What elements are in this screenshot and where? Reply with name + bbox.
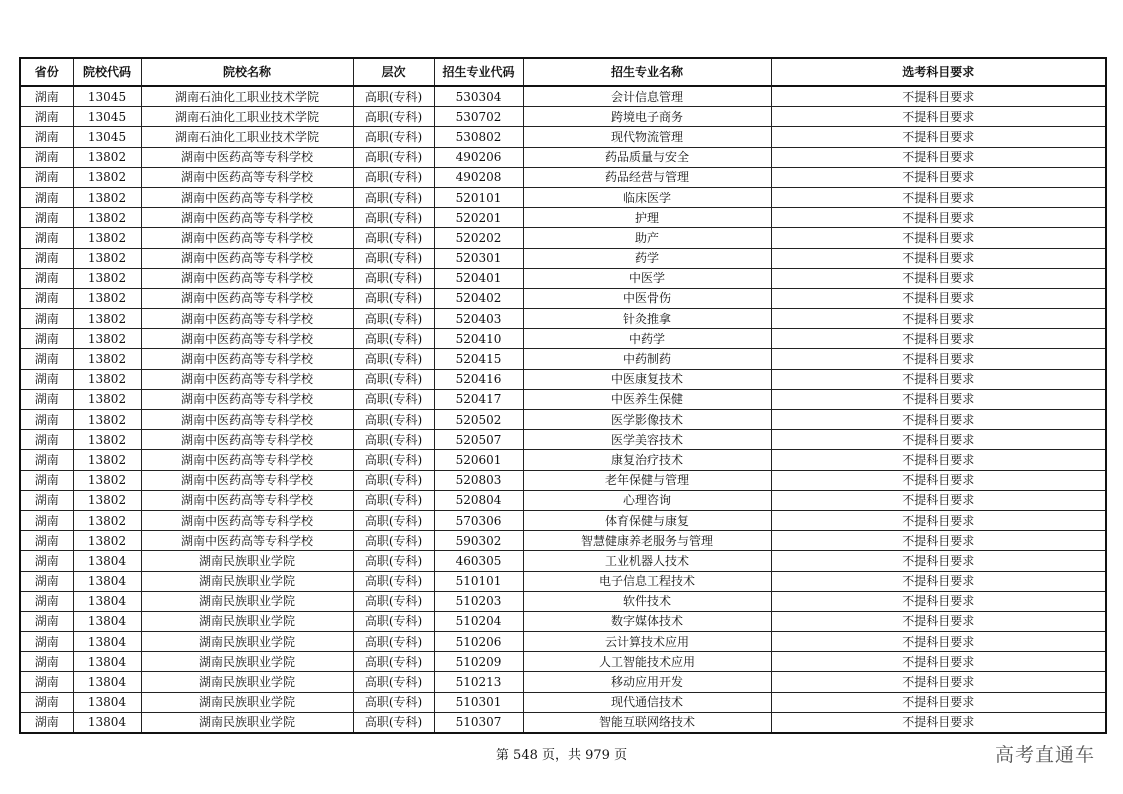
school-code-cell: 13802 xyxy=(73,490,141,510)
table-row xyxy=(20,692,1106,712)
province-cell: 湖南 xyxy=(20,510,73,530)
major-name-cell: 体育保健与康复 xyxy=(523,510,771,530)
level-cell: 高职(专科) xyxy=(353,208,434,228)
province-cell: 湖南 xyxy=(20,410,73,430)
school-name-cell: 湖南民族职业学院 xyxy=(141,712,353,733)
school-code-cell: 13804 xyxy=(73,652,141,672)
level-cell: 高职(专科) xyxy=(353,430,434,450)
table-row xyxy=(20,208,1106,228)
table-row xyxy=(20,510,1106,530)
table-row xyxy=(20,187,1106,207)
province-cell: 湖南 xyxy=(20,450,73,470)
province-cell: 湖南 xyxy=(20,551,73,571)
major-name-cell: 智能互联网络技术 xyxy=(523,712,771,733)
province-cell: 湖南 xyxy=(20,712,73,733)
admission-table xyxy=(19,57,1107,734)
level-cell: 高职(专科) xyxy=(353,652,434,672)
province-cell: 湖南 xyxy=(20,147,73,167)
major-code-cell: 520803 xyxy=(434,470,523,490)
subject-requirement-cell: 不提科目要求 xyxy=(771,531,1106,551)
province-cell: 湖南 xyxy=(20,369,73,389)
province-cell: 湖南 xyxy=(20,167,73,187)
major-name-cell: 云计算技术应用 xyxy=(523,632,771,652)
school-name-cell: 湖南民族职业学院 xyxy=(141,611,353,631)
level-cell: 高职(专科) xyxy=(353,167,434,187)
province-cell: 湖南 xyxy=(20,248,73,268)
level-cell: 高职(专科) xyxy=(353,147,434,167)
subject-requirement-cell: 不提科目要求 xyxy=(771,672,1106,692)
major-code-cell: 510301 xyxy=(434,692,523,712)
table-row xyxy=(20,490,1106,510)
major-code-cell: 520502 xyxy=(434,410,523,430)
level-cell: 高职(专科) xyxy=(353,611,434,631)
page-number: 第 548 页，共 979 页 xyxy=(495,748,628,763)
school-code-cell: 13804 xyxy=(73,551,141,571)
header-subject-requirement: 选考科目要求 xyxy=(771,58,1106,86)
province-cell: 湖南 xyxy=(20,490,73,510)
school-code-cell: 13804 xyxy=(73,692,141,712)
province-cell: 湖南 xyxy=(20,329,73,349)
school-name-cell: 湖南中医药高等专科学校 xyxy=(141,470,353,490)
province-cell: 湖南 xyxy=(20,309,73,329)
major-name-cell: 中医骨伤 xyxy=(523,288,771,308)
header-province: 省份 xyxy=(20,58,73,86)
table-row xyxy=(20,349,1106,369)
school-name-cell: 湖南中医药高等专科学校 xyxy=(141,268,353,288)
major-name-cell: 智慧健康养老服务与管理 xyxy=(523,531,771,551)
major-name-cell: 中药学 xyxy=(523,329,771,349)
province-cell: 湖南 xyxy=(20,672,73,692)
school-name-cell: 湖南中医药高等专科学校 xyxy=(141,187,353,207)
table-row xyxy=(20,86,1106,107)
school-code-cell: 13802 xyxy=(73,470,141,490)
school-code-cell: 13804 xyxy=(73,632,141,652)
school-code-cell: 13804 xyxy=(73,591,141,611)
table-row xyxy=(20,450,1106,470)
major-name-cell: 工业机器人技术 xyxy=(523,551,771,571)
major-name-cell: 中医学 xyxy=(523,268,771,288)
province-cell: 湖南 xyxy=(20,591,73,611)
school-name-cell: 湖南石油化工职业技术学院 xyxy=(141,86,353,107)
school-code-cell: 13802 xyxy=(73,208,141,228)
table-row xyxy=(20,288,1106,308)
school-code-cell: 13802 xyxy=(73,430,141,450)
major-code-cell: 520202 xyxy=(434,228,523,248)
major-name-cell: 助产 xyxy=(523,228,771,248)
table-row xyxy=(20,611,1106,631)
major-name-cell: 药学 xyxy=(523,248,771,268)
major-code-cell: 510213 xyxy=(434,672,523,692)
header-major-name: 招生专业名称 xyxy=(523,58,771,86)
subject-requirement-cell: 不提科目要求 xyxy=(771,329,1106,349)
table-row xyxy=(20,551,1106,571)
level-cell: 高职(专科) xyxy=(353,107,434,127)
table-row xyxy=(20,268,1106,288)
table-row xyxy=(20,410,1106,430)
major-name-cell: 护理 xyxy=(523,208,771,228)
table-row xyxy=(20,107,1106,127)
province-cell: 湖南 xyxy=(20,652,73,672)
table-row xyxy=(20,228,1106,248)
level-cell: 高职(专科) xyxy=(353,632,434,652)
school-name-cell: 湖南中医药高等专科学校 xyxy=(141,228,353,248)
table-row xyxy=(20,389,1106,409)
province-cell: 湖南 xyxy=(20,208,73,228)
school-name-cell: 湖南中医药高等专科学校 xyxy=(141,490,353,510)
table-row xyxy=(20,248,1106,268)
school-name-cell: 湖南石油化工职业技术学院 xyxy=(141,107,353,127)
major-name-cell: 药品经营与管理 xyxy=(523,167,771,187)
subject-requirement-cell: 不提科目要求 xyxy=(771,187,1106,207)
subject-requirement-cell: 不提科目要求 xyxy=(771,369,1106,389)
school-code-cell: 13802 xyxy=(73,228,141,248)
table-row xyxy=(20,470,1106,490)
subject-requirement-cell: 不提科目要求 xyxy=(771,450,1106,470)
major-code-cell: 520101 xyxy=(434,187,523,207)
school-code-cell: 13802 xyxy=(73,309,141,329)
level-cell: 高职(专科) xyxy=(353,531,434,551)
level-cell: 高职(专科) xyxy=(353,349,434,369)
subject-requirement-cell: 不提科目要求 xyxy=(771,127,1106,147)
level-cell: 高职(专科) xyxy=(353,410,434,430)
level-cell: 高职(专科) xyxy=(353,389,434,409)
province-cell: 湖南 xyxy=(20,349,73,369)
major-code-cell: 520401 xyxy=(434,268,523,288)
school-name-cell: 湖南民族职业学院 xyxy=(141,571,353,591)
major-name-cell: 医学美容技术 xyxy=(523,430,771,450)
subject-requirement-cell: 不提科目要求 xyxy=(771,430,1106,450)
table-header-row xyxy=(20,58,1106,86)
school-code-cell: 13802 xyxy=(73,147,141,167)
subject-requirement-cell: 不提科目要求 xyxy=(771,86,1106,107)
major-code-cell: 520417 xyxy=(434,389,523,409)
subject-requirement-cell: 不提科目要求 xyxy=(771,652,1106,672)
level-cell: 高职(专科) xyxy=(353,551,434,571)
school-name-cell: 湖南民族职业学院 xyxy=(141,652,353,672)
school-code-cell: 13045 xyxy=(73,107,141,127)
province-cell: 湖南 xyxy=(20,288,73,308)
major-name-cell: 现代通信技术 xyxy=(523,692,771,712)
level-cell: 高职(专科) xyxy=(353,369,434,389)
major-name-cell: 针灸推拿 xyxy=(523,309,771,329)
major-code-cell: 530702 xyxy=(434,107,523,127)
school-name-cell: 湖南民族职业学院 xyxy=(141,692,353,712)
major-code-cell: 520415 xyxy=(434,349,523,369)
major-name-cell: 老年保健与管理 xyxy=(523,470,771,490)
school-name-cell: 湖南中医药高等专科学校 xyxy=(141,248,353,268)
subject-requirement-cell: 不提科目要求 xyxy=(771,349,1106,369)
province-cell: 湖南 xyxy=(20,389,73,409)
school-code-cell: 13802 xyxy=(73,329,141,349)
header-school-name: 院校名称 xyxy=(141,58,353,86)
major-name-cell: 移动应用开发 xyxy=(523,672,771,692)
province-cell: 湖南 xyxy=(20,531,73,551)
major-code-cell: 520804 xyxy=(434,490,523,510)
table-row xyxy=(20,369,1106,389)
subject-requirement-cell: 不提科目要求 xyxy=(771,591,1106,611)
major-code-cell: 490208 xyxy=(434,167,523,187)
major-code-cell: 520201 xyxy=(434,208,523,228)
table-row xyxy=(20,712,1106,733)
province-cell: 湖南 xyxy=(20,571,73,591)
major-name-cell: 中药制药 xyxy=(523,349,771,369)
subject-requirement-cell: 不提科目要求 xyxy=(771,611,1106,631)
school-code-cell: 13802 xyxy=(73,349,141,369)
subject-requirement-cell: 不提科目要求 xyxy=(771,167,1106,187)
major-code-cell: 490206 xyxy=(434,147,523,167)
school-name-cell: 湖南石油化工职业技术学院 xyxy=(141,127,353,147)
major-name-cell: 康复治疗技术 xyxy=(523,450,771,470)
major-code-cell: 510307 xyxy=(434,712,523,733)
school-name-cell: 湖南民族职业学院 xyxy=(141,591,353,611)
subject-requirement-cell: 不提科目要求 xyxy=(771,712,1106,733)
school-code-cell: 13802 xyxy=(73,410,141,430)
table-row xyxy=(20,147,1106,167)
level-cell: 高职(专科) xyxy=(353,86,434,107)
school-code-cell: 13045 xyxy=(73,86,141,107)
table-row xyxy=(20,329,1106,349)
subject-requirement-cell: 不提科目要求 xyxy=(771,510,1106,530)
major-name-cell: 中医养生保健 xyxy=(523,389,771,409)
major-code-cell: 590302 xyxy=(434,531,523,551)
subject-requirement-cell: 不提科目要求 xyxy=(771,147,1106,167)
table-row xyxy=(20,632,1106,652)
school-name-cell: 湖南中医药高等专科学校 xyxy=(141,531,353,551)
major-code-cell: 510203 xyxy=(434,591,523,611)
school-name-cell: 湖南民族职业学院 xyxy=(141,632,353,652)
major-code-cell: 570306 xyxy=(434,510,523,530)
major-code-cell: 520601 xyxy=(434,450,523,470)
subject-requirement-cell: 不提科目要求 xyxy=(771,288,1106,308)
school-name-cell: 湖南民族职业学院 xyxy=(141,672,353,692)
school-name-cell: 湖南中医药高等专科学校 xyxy=(141,450,353,470)
school-name-cell: 湖南民族职业学院 xyxy=(141,551,353,571)
school-name-cell: 湖南中医药高等专科学校 xyxy=(141,147,353,167)
level-cell: 高职(专科) xyxy=(353,712,434,733)
level-cell: 高职(专科) xyxy=(353,248,434,268)
major-code-cell: 510209 xyxy=(434,652,523,672)
header-level: 层次 xyxy=(353,58,434,86)
table-row xyxy=(20,430,1106,450)
province-cell: 湖南 xyxy=(20,430,73,450)
major-name-cell: 医学影像技术 xyxy=(523,410,771,430)
province-cell: 湖南 xyxy=(20,268,73,288)
level-cell: 高职(专科) xyxy=(353,288,434,308)
subject-requirement-cell: 不提科目要求 xyxy=(771,632,1106,652)
school-name-cell: 湖南中医药高等专科学校 xyxy=(141,369,353,389)
level-cell: 高职(专科) xyxy=(353,450,434,470)
table-row xyxy=(20,167,1106,187)
school-code-cell: 13045 xyxy=(73,127,141,147)
school-name-cell: 湖南中医药高等专科学校 xyxy=(141,389,353,409)
school-code-cell: 13804 xyxy=(73,611,141,631)
table-body xyxy=(20,86,1106,733)
major-code-cell: 510101 xyxy=(434,571,523,591)
level-cell: 高职(专科) xyxy=(353,127,434,147)
major-name-cell: 药品质量与安全 xyxy=(523,147,771,167)
school-code-cell: 13802 xyxy=(73,369,141,389)
major-code-cell: 510204 xyxy=(434,611,523,631)
level-cell: 高职(专科) xyxy=(353,591,434,611)
major-name-cell: 会计信息管理 xyxy=(523,86,771,107)
school-code-cell: 13802 xyxy=(73,450,141,470)
province-cell: 湖南 xyxy=(20,470,73,490)
major-name-cell: 临床医学 xyxy=(523,187,771,207)
subject-requirement-cell: 不提科目要求 xyxy=(771,470,1106,490)
major-name-cell: 跨境电子商务 xyxy=(523,107,771,127)
level-cell: 高职(专科) xyxy=(353,692,434,712)
level-cell: 高职(专科) xyxy=(353,309,434,329)
school-code-cell: 13802 xyxy=(73,389,141,409)
subject-requirement-cell: 不提科目要求 xyxy=(771,389,1106,409)
subject-requirement-cell: 不提科目要求 xyxy=(771,692,1106,712)
province-cell: 湖南 xyxy=(20,107,73,127)
subject-requirement-cell: 不提科目要求 xyxy=(771,268,1106,288)
subject-requirement-cell: 不提科目要求 xyxy=(771,208,1106,228)
subject-requirement-cell: 不提科目要求 xyxy=(771,551,1106,571)
school-code-cell: 13802 xyxy=(73,510,141,530)
school-code-cell: 13802 xyxy=(73,248,141,268)
level-cell: 高职(专科) xyxy=(353,228,434,248)
level-cell: 高职(专科) xyxy=(353,329,434,349)
school-name-cell: 湖南中医药高等专科学校 xyxy=(141,167,353,187)
subject-requirement-cell: 不提科目要求 xyxy=(771,490,1106,510)
school-code-cell: 13802 xyxy=(73,187,141,207)
level-cell: 高职(专科) xyxy=(353,268,434,288)
major-name-cell: 现代物流管理 xyxy=(523,127,771,147)
school-name-cell: 湖南中医药高等专科学校 xyxy=(141,309,353,329)
province-cell: 湖南 xyxy=(20,228,73,248)
subject-requirement-cell: 不提科目要求 xyxy=(771,309,1106,329)
school-name-cell: 湖南中医药高等专科学校 xyxy=(141,288,353,308)
subject-requirement-cell: 不提科目要求 xyxy=(771,571,1106,591)
major-code-cell: 520301 xyxy=(434,248,523,268)
major-code-cell: 520416 xyxy=(434,369,523,389)
school-code-cell: 13802 xyxy=(73,167,141,187)
table-row xyxy=(20,652,1106,672)
header-major-code: 招生专业代码 xyxy=(434,58,523,86)
header-school-code: 院校代码 xyxy=(73,58,141,86)
table-row xyxy=(20,531,1106,551)
level-cell: 高职(专科) xyxy=(353,187,434,207)
school-code-cell: 13802 xyxy=(73,288,141,308)
major-code-cell: 520402 xyxy=(434,288,523,308)
major-name-cell: 人工智能技术应用 xyxy=(523,652,771,672)
school-code-cell: 13804 xyxy=(73,672,141,692)
school-code-cell: 13802 xyxy=(73,268,141,288)
table-row xyxy=(20,571,1106,591)
level-cell: 高职(专科) xyxy=(353,672,434,692)
major-name-cell: 中医康复技术 xyxy=(523,369,771,389)
province-cell: 湖南 xyxy=(20,611,73,631)
school-name-cell: 湖南中医药高等专科学校 xyxy=(141,410,353,430)
level-cell: 高职(专科) xyxy=(353,470,434,490)
school-code-cell: 13804 xyxy=(73,712,141,733)
school-name-cell: 湖南中医药高等专科学校 xyxy=(141,349,353,369)
school-name-cell: 湖南中医药高等专科学校 xyxy=(141,510,353,530)
table-row xyxy=(20,672,1106,692)
level-cell: 高职(专科) xyxy=(353,490,434,510)
province-cell: 湖南 xyxy=(20,86,73,107)
province-cell: 湖南 xyxy=(20,692,73,712)
watermark-logo: 高考直通车 xyxy=(994,744,1095,766)
province-cell: 湖南 xyxy=(20,632,73,652)
school-code-cell: 13804 xyxy=(73,571,141,591)
major-code-cell: 460305 xyxy=(434,551,523,571)
level-cell: 高职(专科) xyxy=(353,571,434,591)
subject-requirement-cell: 不提科目要求 xyxy=(771,248,1106,268)
major-name-cell: 心理咨询 xyxy=(523,490,771,510)
admission-table-container xyxy=(19,57,1105,734)
major-code-cell: 520410 xyxy=(434,329,523,349)
major-code-cell: 510206 xyxy=(434,632,523,652)
major-code-cell: 520403 xyxy=(434,309,523,329)
major-name-cell: 电子信息工程技术 xyxy=(523,571,771,591)
subject-requirement-cell: 不提科目要求 xyxy=(771,410,1106,430)
province-cell: 湖南 xyxy=(20,187,73,207)
subject-requirement-cell: 不提科目要求 xyxy=(771,107,1106,127)
table-row xyxy=(20,127,1106,147)
school-code-cell: 13802 xyxy=(73,531,141,551)
school-name-cell: 湖南中医药高等专科学校 xyxy=(141,430,353,450)
major-name-cell: 数字媒体技术 xyxy=(523,611,771,631)
major-code-cell: 530304 xyxy=(434,86,523,107)
province-cell: 湖南 xyxy=(20,127,73,147)
subject-requirement-cell: 不提科目要求 xyxy=(771,228,1106,248)
school-name-cell: 湖南中医药高等专科学校 xyxy=(141,208,353,228)
major-name-cell: 软件技术 xyxy=(523,591,771,611)
table-row xyxy=(20,591,1106,611)
major-code-cell: 530802 xyxy=(434,127,523,147)
major-code-cell: 520507 xyxy=(434,430,523,450)
table-row xyxy=(20,309,1106,329)
level-cell: 高职(专科) xyxy=(353,510,434,530)
school-name-cell: 湖南中医药高等专科学校 xyxy=(141,329,353,349)
